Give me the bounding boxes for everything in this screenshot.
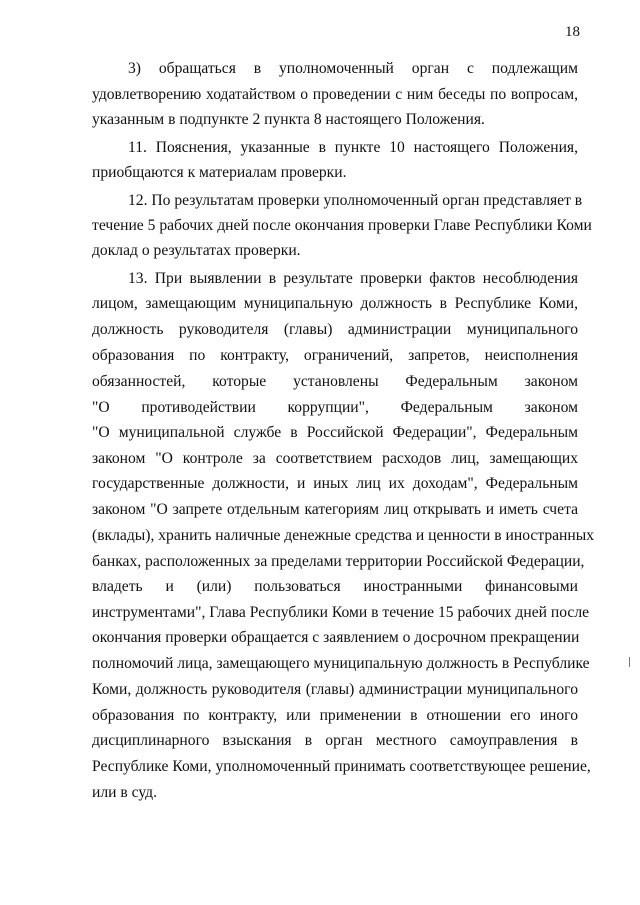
paragraph-13-line: Коми, должность руководителя (главы) администрации муниципального bbox=[92, 681, 578, 698]
paragraph-13-line: законом "О запрете отдельным категориям лиц открывать и иметь счета bbox=[92, 501, 578, 518]
paragraph-13-line: дисциплинарного взыскания в орган местного самоуправления в bbox=[92, 732, 578, 749]
paragraph-13-line: банках, расположенных за пределами территории Российской Федерации, bbox=[92, 553, 585, 570]
paragraph-13-line: (вклады), хранить наличные денежные средства и ценности в иностранных bbox=[92, 527, 595, 544]
paragraph-12-line: доклад о результатах проверки. bbox=[92, 242, 301, 259]
paragraph-13-line: полномочий лица, замещающего муниципальную должность в Республике bbox=[92, 655, 590, 672]
paragraph-13-line: государственные должности, и иных лиц их доходам", Федеральным bbox=[92, 475, 578, 492]
text-line: 3) обращаться в уполномоченный орган с подлежащим bbox=[128, 60, 578, 77]
paragraph-12-line: течение 5 рабочих дней после окончания проверки Главе Республики Коми bbox=[92, 217, 592, 234]
paragraph-13-line: или в суд. bbox=[92, 784, 157, 801]
scan-margin-mark bbox=[629, 657, 630, 667]
paragraph-13-line: окончания проверки обращается с заявлением о досрочном прекращении bbox=[92, 629, 580, 646]
paragraph-13-line: образования по контракту, или применении в отношении его иного bbox=[92, 707, 578, 724]
paragraph-13-line: законом "О контроле за соответствием расходов лиц, замещающих bbox=[92, 450, 578, 467]
text-line: удовлетворению ходатайством о проведении с ним беседы по вопросам, bbox=[92, 86, 578, 103]
paragraph-13-line: Республике Коми, уполномоченный принимать соответствующее решение, bbox=[92, 758, 591, 775]
paragraph-13-line: образования по контракту, ограничений, запретов, неисполнения bbox=[92, 347, 578, 364]
paragraph-13-line: "О муниципальной службе в Российской Федерации", Федеральным bbox=[92, 424, 578, 441]
text-line: указанным в подпункте 2 пункта 8 настоящего Положения. bbox=[92, 111, 485, 128]
paragraph-13-line: владеть и (или) пользоваться иностранными финансовыми bbox=[92, 578, 578, 595]
paragraph-13-line: инструментами", Глава Республики Коми в течение 15 рабочих дней после bbox=[92, 604, 590, 621]
paragraph-13-line: "О противодействии коррупции", Федеральным законом bbox=[92, 399, 578, 416]
paragraph-11-line: приобщаются к материалам проверки. bbox=[92, 164, 347, 181]
paragraph-12-line: 12. По результатам проверки уполномоченный орган представляет в bbox=[128, 192, 583, 209]
paragraph-11-line: 11. Пояснения, указанные в пункте 10 настоящего Положения, bbox=[128, 139, 578, 156]
paragraph-13-line: обязанностей, которые установлены Федеральным законом bbox=[92, 373, 578, 390]
paragraph-13-line: 13. При выявлении в результате проверки фактов несоблюдения bbox=[128, 270, 578, 287]
paragraph-13-line: лицом, замещающим муниципальную должность в Республике Коми, bbox=[92, 295, 578, 312]
page-number: 18 bbox=[565, 24, 580, 40]
paragraph-13-line: должность руководителя (главы) администрации муниципального bbox=[92, 321, 578, 338]
